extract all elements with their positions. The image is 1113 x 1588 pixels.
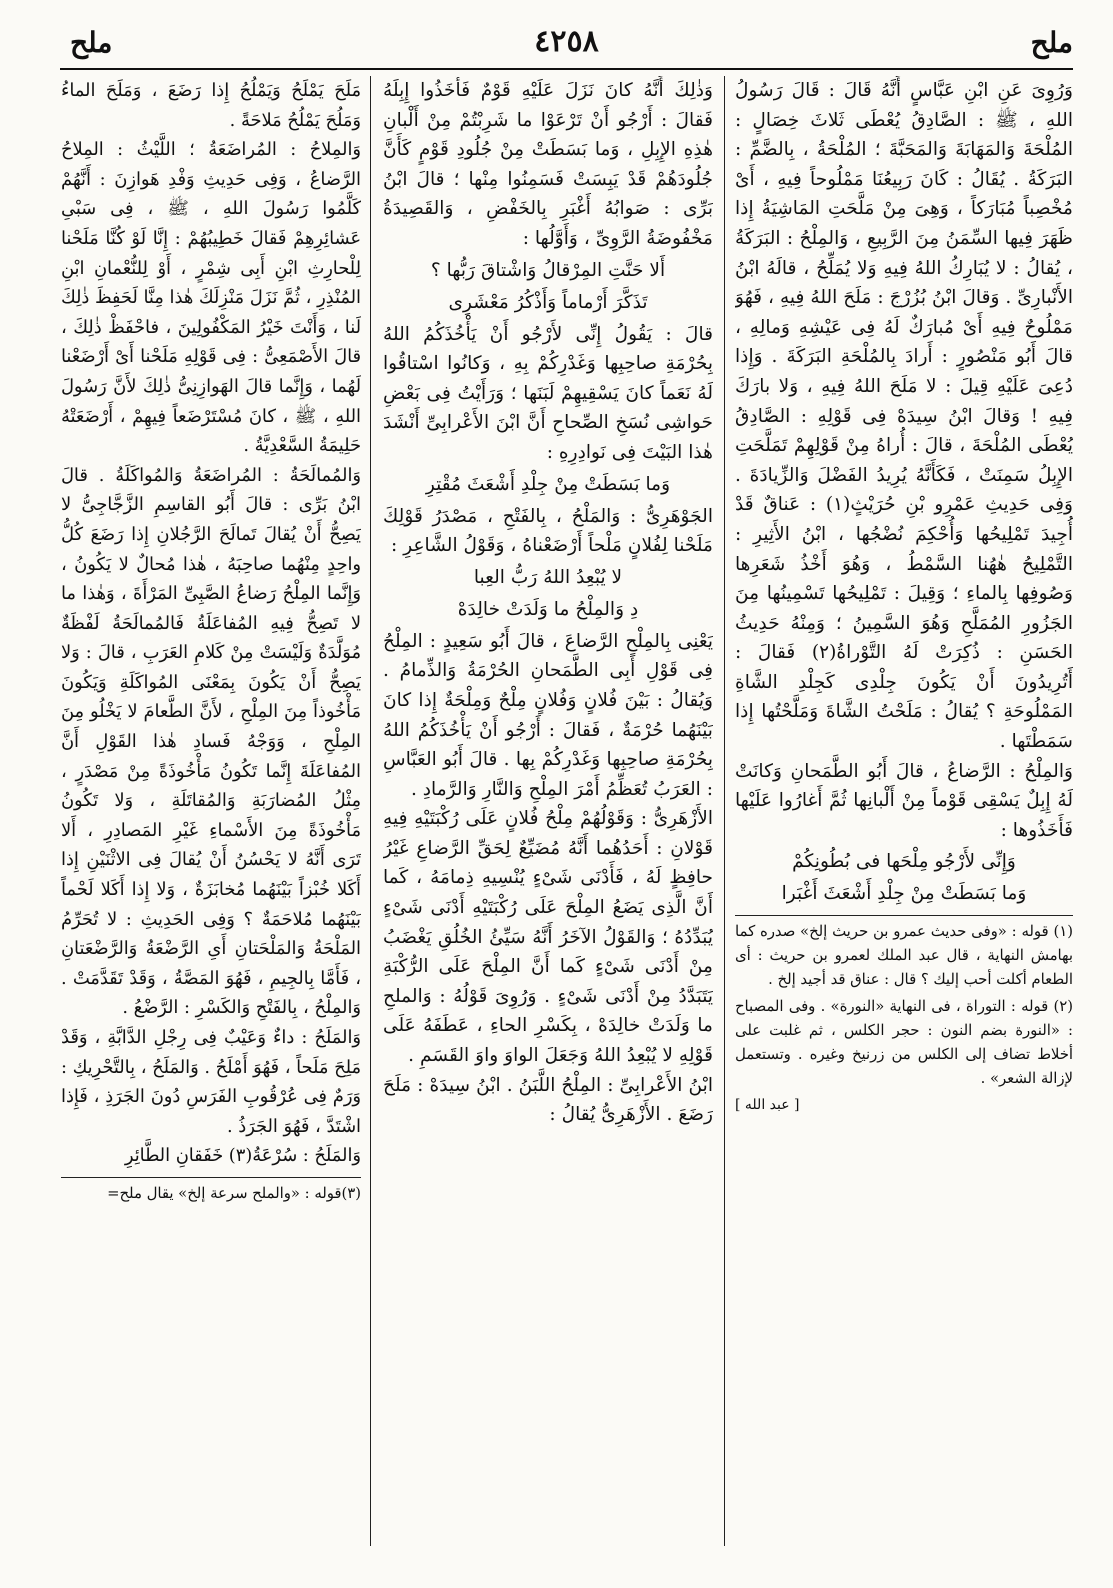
verse-line: أَلا حَنَّتِ المِرْقالُ وَاشْتاقَ رَبُّها ؟ [430, 259, 666, 281]
paragraph: وَالمَلَحُ : سُرْعَةُ(٣) خَفَقانِ الطَّائِرِ [124, 1145, 361, 1167]
running-headword-right: ملح [1030, 26, 1073, 59]
paragraph: وَالمِلْحُ : الرَّضاعُ ، قالَ أَبُو الطَّمَحانِ وَكانَتْ لَهُ إِبِلٌ يَسْقِى قَوْماً مِنْ أَلْبانِها ثُمَّ أَغارُوا عَلَيْها فَأَخَذُوها : [735, 760, 1073, 841]
paragraph: قالَ : يَقُولُ إِنِّى لأَرْجُو أَنْ يَأْخُذَكُمُ اللهُ بِحُرْمَةِ صاحِبِها وَغَدْرِكُمْ بِهِ ، وَكانُوا اسْتاقُوا لَهُ نَعَماً كانَ يَسْقِيهِمْ لَبَنَها ؛ وَرَأَيْتُ فِى بَعْضِ حَواشِى نُسَخِ الصِّحاحِ أَنَّ ابْنَ الأَعْرابِىِّ أَنْشَدَ هٰذا البَيْتَ فِى نَوادِرِهِ : [383, 323, 713, 463]
column-left [61, 76, 361, 1556]
column-body [735, 76, 1073, 845]
paragraph: مَلَحَ يَمْلَحُ وَيَمْلُحُ إِذا رَضَعَ ، وَمَلَحَ الماءُ وَمَلُحَ يَمْلُحُ مَلاحَةً . [61, 80, 361, 131]
paragraph: الجَوْهَرِىُّ : وَالمَلْحُ ، بِالفَتْحِ ، مَصْدَرُ قَوْلِكَ مَلَحْنا لِفُلانٍ مَلْحاً أَرْضَعْناهُ ، وَقَوْلُ الشَّاعِرِ : [383, 505, 713, 557]
running-headword-left: ملح [70, 26, 113, 59]
paragraph: ابْنُ الأَعْرابِىِّ : المِلْحُ اللَّبَنُ . ابْنُ سِيدَهْ : مَلَحَ رَضَعَ . الأَزْهَرِىُّ يُقالُ : [383, 1074, 713, 1126]
verse-line: وَما بَسَطَتْ مِنْ جِلْدِ أَشْعَثَ أَغْبَرا [781, 883, 1027, 905]
verse-line: تَذَكَّرَ أَرْماماً وَأَذْكُرُ مَعْشَرِى [448, 291, 648, 313]
paragraph: وَذٰلِكَ أَنَّهُ كانَ نَزَلَ عَلَيْهِ قَوْمٌ فَأَخَذُوا إِبِلَهُ فَقالَ : أَرْجُو أَنْ تَرْعَوْا ما شَرِبْتُمْ مِنْ أَلْبانِ هٰذِهِ الإِبِلِ ، وَما بَسَطَتْ مِنْ جُلُودِ قَوْمٍ كَأَنَّ جُلُودَهُمْ قَدْ يَبِسَتْ فَسَمِنُوا مِنْها ؛ قالَ ابْنُ بَرِّى : صَوابُهُ أَغْبَرِ بِالخَفْضِ ، وَالقَصِيدَةُ مَخْفُوضَةُ الرَّوِىِّ ، وَأَوَّلُها : [383, 80, 713, 249]
footnote: (١) قوله : «وفى حديث عمرو بن حريث إلخ» صدره كما بهامش النهاية ، قال عبد الملك لعمرو بن حريث : أى الطعام أكلت أحب إليك ؟ قال : عناق قد أجيد إلخ . [735, 923, 1073, 989]
footnote-rule [735, 915, 1073, 916]
paragraph: يَعْنِى بِالمِلْحِ الرَّضاعَ ، قالَ أَبُو سَعِيدٍ : المِلْحُ فِى قَوْلِ أَبِى الطَّمَحانِ الحُرْمَةُ وَالذِّمامُ . وَيُقالُ : بَيْنَ فُلانٍ وَفُلانٍ مِلْحٌ وَمِلْحَةٌ إِذا كانَ بَيْنَهُما حُرْمَةٌ ، فَقالَ : أَرْجُو أَنْ يَأْخُذَكُمُ اللهُ بِحُرْمَةِ صاحِبِها وَغَدْرِكُمْ بِها . قالَ أَبُو العَبَّاسِ : العَرَبُ تُعَظِّمُ أَمْرَ المِلْحِ وَالنَّارِ وَالرَّمادِ . [383, 630, 713, 800]
column-divider [370, 76, 371, 1546]
page-number: ٤٢٥٨ [534, 24, 599, 59]
paragraph: وَرُوِىَ عَنِ ابْنِ عَبَّاسٍ أَنَّهُ قَالَ : قَالَ رَسُولُ اللهِ ، ﷺ : الصَّادِقُ يُعْطَى ثَلاثَ خِصَالٍ : المُلْحَةَ وَالمَهَابَةَ وَالمَحَبَّةَ ؛ المُلْحَةُ ، بِالضَّمِّ : البَرَكَةُ . يُقَالُ : كَانَ رَبِيعُنَا مَمْلُوحاً فِيهِ ، أَىْ مُخْصِباً مُبَارَكاً ، وَهِىَ مِنْ مَلَّحَتِ المَاشِيَةُ إِذا ظَهَرَ فِيها السِّمَنُ مِنَ الرَّبِيعِ ، وَالمِلْحُ : البَرَكَةُ ، يُقالُ : لا يُبَارِكُ اللهُ فِيهِ وَلا يُمَلِّحُ ، قالَهُ ابْنُ الأَنْبارِىِّ . وَقالَ ابْنُ بُزُرْجَ : مَلَحَ اللهُ فِيهِ ، فَهُوَ مَمْلُوحٌ فِيهِ أَىْ مُبارَكٌ لَهُ فِى عَيْشِهِ وَمالِهِ ، قالَ أَبُو مَنْصُورٍ : أَرادَ بِالمُلْحَةِ البَرَكَةَ . وَإِذا دُعِىَ عَلَيْهِ قِيلَ : لا مَلَحَ اللهُ فِيهِ ، وَلا بارَكَ فِيهِ ! وَقالَ ابْنُ سِيدَهْ فِى قَوْلِهِ : الصَّادِقُ يُعْطَى المُلْحَةَ ، قالَ : أُراهُ مِنْ قَوْلِهِمْ تَمَلَّحَتِ الإِبِلُ سَمِنَتْ ، فَكَأَنَّهُ يُرِيدُ الفَضْلَ وَالزِّيادَةَ . وَفِى حَدِيثِ عَمْرِو بْنِ حُرَيْثٍ(١) : عَناقٌ قَدْ أُجِيدَ تَمْلِيحُها وَأُحْكِمَ نُضْجُها ، ابْنُ الأَثِيرِ : التَّمْلِيحُ هٰهُنا السَّمْطُ ، وَهُوَ أَخْذُ شَعَرِها وَصُوفِها بِالماءِ ؛ وَقِيلَ : تَمْلِيحُها تَسْمِينُها مِنَ الجَزُورِ المُمَلَّحِ وَهُوَ السَّمِينُ ؛ وَمِنْهُ حَدِيثُ الحَسَنِ : ذُكِرَتْ لَهُ التَّوْراةُ(٢) فَقالَ : أَتُرِيدُونَ أَنْ يَكُونَ جِلْدِى كَجِلْدِ الشَّاةِ المَمْلُوحَةِ ؟ يُقالُ : مَلَحْتُ الشَّاةَ وَمَلَّحْتُها إِذا سَمَطْتَها . [735, 80, 1073, 753]
paragraph: وَالمِلاحُ : المُراضَعَةُ ؛ اللَّيْثُ : المِلاحُ الرَّضاعُ ، وَفِى حَدِيثِ وَفْدِ هَوازِنَ : أَنَّهُمْ كَلَّمُوا رَسُولَ اللهِ ، ﷺ ، فِى سَبْىِ عَشائِرِهِمْ فَقالَ خَطِيبُهُمْ : إِنَّا لَوْ كُنَّا مَلَحْنا لِلْحارِثِ ابْنِ أَبِى شِمْرٍ ، أَوْ لِلنُّعْمانِ ابْنِ المُنْذِرِ ، ثُمَّ نَزَلَ مَنْزِلَكَ هٰذا مِنَّا لَحَفِظَ ذٰلِكَ لَنا ، وَأَنْتَ خَيْرُ المَكْفُولِينَ ، فاحْفَظْ ذٰلِكَ ، قالَ الأَصْمَعِىُّ : فِى قَوْلِهِ مَلَحْنا أَىْ أَرْضَعْنا لَهُما ، وَإِنَّما قالَ الهَوازِنِىُّ ذٰلِكَ لأَنَّ رَسُولَ اللهِ ، ﷺ ، كانَ مُسْتَرْضَعاً فِيهِمْ ، أَرْضَعَتْهُ حَلِيمَةُ السَّعْدِيَّةُ . [61, 139, 361, 457]
footnote: (٢) قوله : التوراة ، فى النهاية «النورة» . وفى المصباح : «النورة بضم النون : حجر الكلس ، ثم غلبت على أخلاط تضاف إلى الكلس من زرنيخ وغيره . وتستعمل لإزالة الشعر» . [735, 998, 1073, 1088]
footnote-rule [61, 1177, 361, 1178]
paragraph: الأَزْهَرِىُّ : وَقَوْلُهُمْ مِلْحُ فُلانٍ عَلَى رُكْبَتَيْهِ فِيهِ قَوْلانِ : أَحَدُهُما أَنَّهُ مُضَيِّعٌ لِحَقِّ الرَّضاعِ غَيْرُ حافِظٍ لَهُ ، فَأَدْنَى شَىْءٍ يُنْسِيهِ ذِمامَهُ ، كَما أَنَّ الَّذِى يَضَعُ المِلْحَ عَلَى رُكْبَتَيْهِ أَدْنَى شَىْءٍ يُبَدِّدُهُ ؛ وَالقَوْلُ الآخَرُ أَنَّهُ سَيِّئُ الخُلُقِ يَغْضَبُ مِنْ أَدْنَى شَىْءٍ كَما أَنَّ المِلْحَ عَلَى الرُّكْبَةِ يَتَبَدَّدُ مِنْ أَدْنَى شَىْءٍ . وَرُوِىَ قَوْلُهُ : وَالملحِ ما وَلَدَتْ خالِدَهْ ، بِكَسْرِ الحاءِ ، عَطَفَهُ عَلَى قَوْلِهِ لا يُبْعِدُ اللهُ وَجَعَلَ الواوَ واوَ القَسَمِ . [383, 808, 713, 1067]
column-middle [383, 76, 713, 1556]
verse-line: لا يُبْعِدُ اللهُ رَبُّ العِبا [473, 566, 623, 588]
column-right [735, 76, 1073, 1556]
editor-signature: [ عبد الله ] [735, 1097, 800, 1114]
verse-line: دِ وَالمِلْحُ ما وَلَدَتْ خالِدَهْ [457, 598, 639, 620]
header-rule [60, 68, 1073, 70]
footnote: (٣)قوله : «والملح سرعة إلخ» يقال ملح= [107, 1184, 361, 1202]
page-header [60, 22, 1073, 68]
paragraph: وَالمَلَحُ : داءٌ وَعَيْبٌ فِى رِجْلِ الدَّابَّةِ ، وَقَدْ مَلِحَ مَلَحاً ، فَهُوَ أَمْلَحُ . وَالمَلَحُ ، بِالتَّحْرِيكِ : وَرَمٌ فِى عُرْقُوبِ الفَرَسِ دُونَ الجَرَذِ ، فَإِذا اشْتَدَّ ، فَهُوَ الجَرَذُ . [61, 1027, 361, 1137]
column-divider [724, 76, 725, 1546]
column-body [383, 502, 713, 561]
verse-line: وَإِنِّى لأَرْجُو مِلْحَها فى بُطُونِكُمْ [792, 851, 1016, 873]
paragraph: وَالمُمالَحَةُ : المُراضَعَةُ وَالمُواكَلَةُ . قالَ ابْنُ بَرِّى : قالَ أَبُو القاسِمِ الزَّجَّاجِىُّ لا يَصِحُّ أَنْ يُقالَ تَمالَحَ الرَّجُلانِ إِذا رَضَعَ كُلُّ واحِدٍ مِنْهُما صاحِبَهُ ، هٰذا مُحالٌ لا يَكُونُ ، وَإِنَّما المِلْحُ رَضاعُ الصَّبِىِّ المَرْأَةَ ، وَهٰذا ما لا تَصِحُّ فِيهِ المُفاعَلَةُ فَالمُمالَحَةُ لَفْظَةٌ مُوَلَّدَةٌ وَلَيْسَتْ مِنْ كَلامِ العَرَبِ ، قالَ : وَلا يَصِحُّ أَنْ يَكُونَ بِمَعْنَى المُواكَلَةِ وَيَكُونَ مَأْخُوذاً مِنَ المِلْحِ ، لأَنَّ الطَّعامَ لا يَخْلُو مِنَ المِلْحِ ، وَوَجْهُ فَسادِ هٰذا القَوْلِ أَنَّ المُفاعَلَةَ إِنَّما تَكُونُ مَأْخُوذَةً مِنْ مَصْدَرٍ ، مِثْلُ المُضارَبَةِ وَالمُقاتَلَةِ ، وَلا تَكُونُ مَأْخُوذَةً مِنَ الأَسْماءِ غَيْرِ المَصادِرِ ، أَلا تَرَى أَنَّهُ لا يَحْسُنُ أَنْ يُقالَ فِى الاثْنَيْنِ إِذا أَكَلا خُبْزاً بَيْنَهُما مُخابَزَةٌ ، وَلا إِذا أَكَلا لَحْماً بَيْنَهُما مُلاحَمَةٌ ؟ وَفِى الحَدِيثِ : لا تُحَرِّمُ المَلْحَةُ وَالمَلْحَتانِ أَىِ الرَّضْعَةُ وَالرَّضْعَتانِ ، فَأَمَّا بِالجِيمِ ، فَهُوَ المَصَّةُ ، وَقَدْ تَقَدَّمَتْ . وَالمِلْحُ ، بِالفَتْحِ وَالكَسْرِ : الرَّضْعُ . [61, 464, 361, 1019]
footnotes [735, 920, 1073, 1091]
verse-line: وَما بَسَطَتْ مِنْ جِلْدِ أَشْعَثَ مُقْتِرِ [425, 473, 671, 495]
column-body [383, 76, 713, 254]
column-body [383, 627, 713, 1130]
column-body [383, 320, 713, 468]
column-body [61, 76, 361, 1171]
